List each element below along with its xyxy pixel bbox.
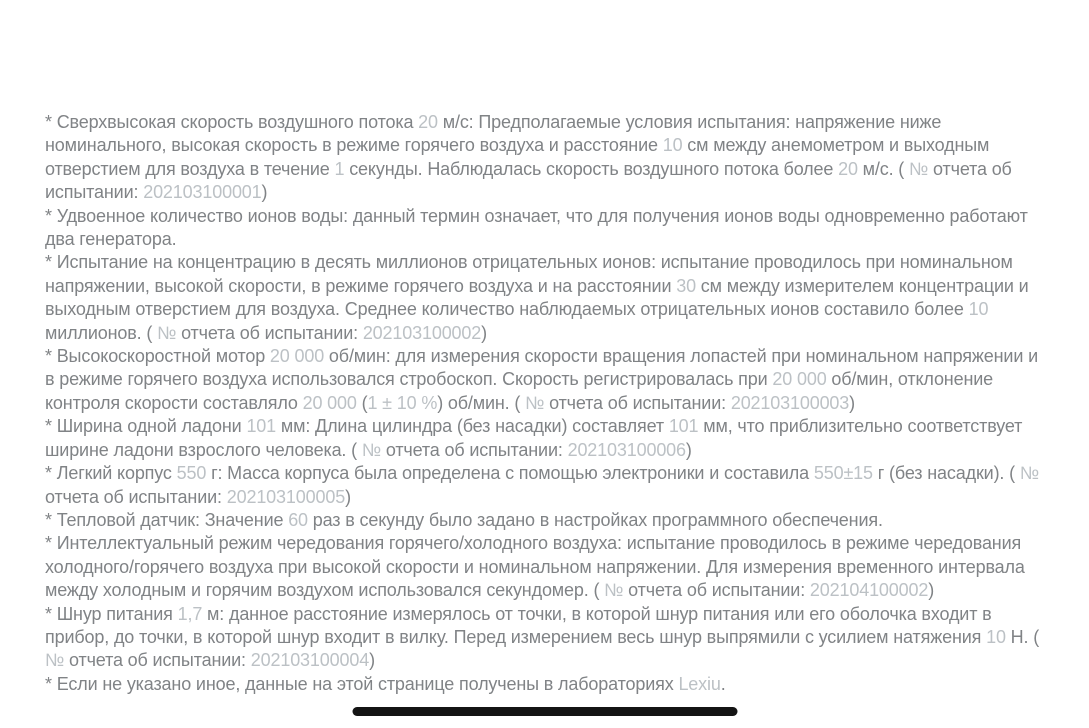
- footnote-value: 202103100005: [226, 486, 346, 507]
- footnote-value: 20: [838, 158, 858, 179]
- footnote-text: ): [369, 650, 375, 671]
- footnote-text: м: данное расстояние измерялось от точки, в которой шнур питания или его оболочка входит в прибор, до точки, в которой шнур входит в вилку. Перед измерением весь шнур выпрямили с усилием натяжения: [45, 603, 992, 647]
- footnote-text: Н. (: [1005, 626, 1040, 647]
- footnote-text: миллионов. (: [45, 322, 158, 343]
- footnote-text: отчета об испытании:: [45, 158, 1012, 203]
- footnote-value: 202103100003: [730, 392, 850, 413]
- footnote-value: 202103100002: [362, 322, 482, 343]
- footnote-value: №: [604, 580, 624, 601]
- footnote-text: (: [356, 392, 368, 413]
- footnote-text: м/с. (: [857, 158, 910, 179]
- footnote-value: №: [909, 158, 929, 179]
- footnote-text: * Сверхвысокая скорость воздушного потока: [45, 112, 419, 132]
- footnote-value: 1,7: [177, 603, 203, 624]
- footnote-value: №: [525, 392, 545, 413]
- footnote-text: отчета об испытании:: [64, 650, 251, 671]
- footnote-text: отчета об испытании:: [176, 322, 363, 343]
- footnote-text: * Испытание на концентрацию в десять миллионов отрицательных ионов: испытание проводилось при номинальном напряжении, высокой скорости, в режиме горячего воздуха и на расстоянии: [45, 252, 1013, 296]
- footnote-text: ): [261, 182, 268, 203]
- footnote-text: * Высокоскоростной мотор: [45, 346, 270, 367]
- footnote-text: мм: Длина цилиндра (без насадки) составляет: [276, 416, 669, 437]
- footnote-text: ): [481, 322, 488, 343]
- footnote-text: см между анемометром и выходным отверстием для воздуха в течение: [45, 135, 990, 179]
- footnote-text: * Если не указано иное, данные на этой странице получены в лабораториях: [45, 673, 679, 694]
- footnote-text: .: [720, 673, 726, 694]
- footnote-value: №: [45, 650, 65, 671]
- footnote-value: №: [361, 439, 381, 460]
- footnote-item: [45, 415, 1049, 462]
- footnote-text: м/с: Предполагаемые условия испытания: напряжение ниже номинального, высокая скорость в режиме горячего воздуха и расстояние: [45, 112, 942, 156]
- footnote-value: 550±15: [813, 463, 873, 484]
- footnote-item: [45, 462, 1049, 509]
- footnote-text: ): [685, 439, 692, 460]
- home-indicator-bar[interactable]: [352, 707, 737, 716]
- footnote-text: см между измерителем концентрации и выходным отверстием для воздуха. Среднее количество наблюдаемых отрицательных ионов составило более: [45, 275, 1029, 320]
- footnote-item: [45, 251, 1049, 345]
- footnote-item: [45, 509, 1049, 532]
- footnote-text: отчета об испытании:: [544, 392, 731, 413]
- footnote-value: Lexiu: [678, 673, 721, 694]
- footnote-value: 20 000: [302, 392, 357, 413]
- footnote-value: 30: [676, 275, 696, 296]
- footnote-text: отчета об испытании:: [381, 439, 568, 460]
- footnote-value: 202103100001: [143, 182, 262, 203]
- footnote-text: ) об/мин. (: [437, 392, 526, 413]
- footnote-value: 101: [668, 416, 699, 437]
- footnote-value: 10: [968, 299, 989, 320]
- footnote-text: ): [345, 486, 351, 507]
- footnote-value: 1 ± 10 %: [367, 392, 438, 413]
- footnote-value: 202103100004: [250, 650, 370, 671]
- footnote-value: 550: [176, 463, 207, 484]
- footnote-text: секунды. Наблюдалась скорость воздушного потока более: [344, 158, 839, 179]
- footnote-text: раз в секунду было задано в настройках программного обеспечения.: [307, 509, 883, 530]
- footnote-item: [45, 603, 1049, 673]
- footnote-value: 20 000: [772, 369, 827, 390]
- footnote-item: [45, 532, 1049, 602]
- footnote-text: * Ширина одной ладони: [45, 416, 247, 437]
- footnote-text: * Удвоенное количество ионов воды: данный термин означает, что для получения ионов воды одновременно работают два генератора.: [45, 205, 1028, 250]
- footnote-text: отчета об испытании:: [45, 486, 227, 507]
- footnote-value: 20: [418, 112, 438, 132]
- footnote-text: * Интеллектуальный режим чередования горячего/холодного воздуха: испытание проводилось в режиме чередования холодного/горячего воздуха при высокой скорости и номинальном напряжении. Для измерения временного интервала между холодным и горячим воздухом использовался секундомер. (: [45, 533, 1025, 601]
- footnote-text: мм, что приблизительно соответствует ширине ладони взрослого человека. (: [45, 416, 1023, 460]
- footnote-value: 60: [288, 509, 308, 530]
- footnote-text: * Легкий корпус: [45, 463, 177, 484]
- footnote-text: ): [928, 580, 935, 601]
- footnote-item: [45, 345, 1049, 415]
- footnote-value: 1: [334, 158, 345, 179]
- footnote-value: №: [1019, 463, 1040, 484]
- footnotes-section: [45, 111, 1049, 696]
- footnote-text: об/мин: для измерения скорости вращения лопастей при номинальном напряжении и в режиме горячего воздуха использовался стробоскоп. Скорость регистрировалась при: [45, 346, 1038, 390]
- footnote-value: 10: [662, 135, 683, 156]
- footnote-text: об/мин, отклонение контроля скорости составляло: [45, 369, 994, 413]
- footnote-text: отчета об испытании:: [623, 580, 810, 601]
- footnote-value: 202103100006: [567, 439, 686, 460]
- footnote-item: [45, 673, 1049, 696]
- footnote-item: [45, 111, 1049, 205]
- footnote-value: 101: [246, 416, 277, 437]
- footnote-text: г: Масса корпуса была определена с помощью электроники и составила: [206, 463, 814, 484]
- footnote-text: * Шнур питания: [45, 603, 178, 624]
- footnote-value: №: [157, 322, 177, 343]
- footnote-value: 20 000: [269, 346, 325, 367]
- footnote-value: 202104100002: [809, 580, 929, 601]
- footnote-value: 10: [986, 626, 1006, 647]
- footnote-item: [45, 205, 1049, 252]
- footnote-text: ): [849, 392, 856, 413]
- footnote-text: г (без насадки). (: [872, 463, 1020, 484]
- footnote-text: * Тепловой датчик: Значение: [45, 509, 289, 530]
